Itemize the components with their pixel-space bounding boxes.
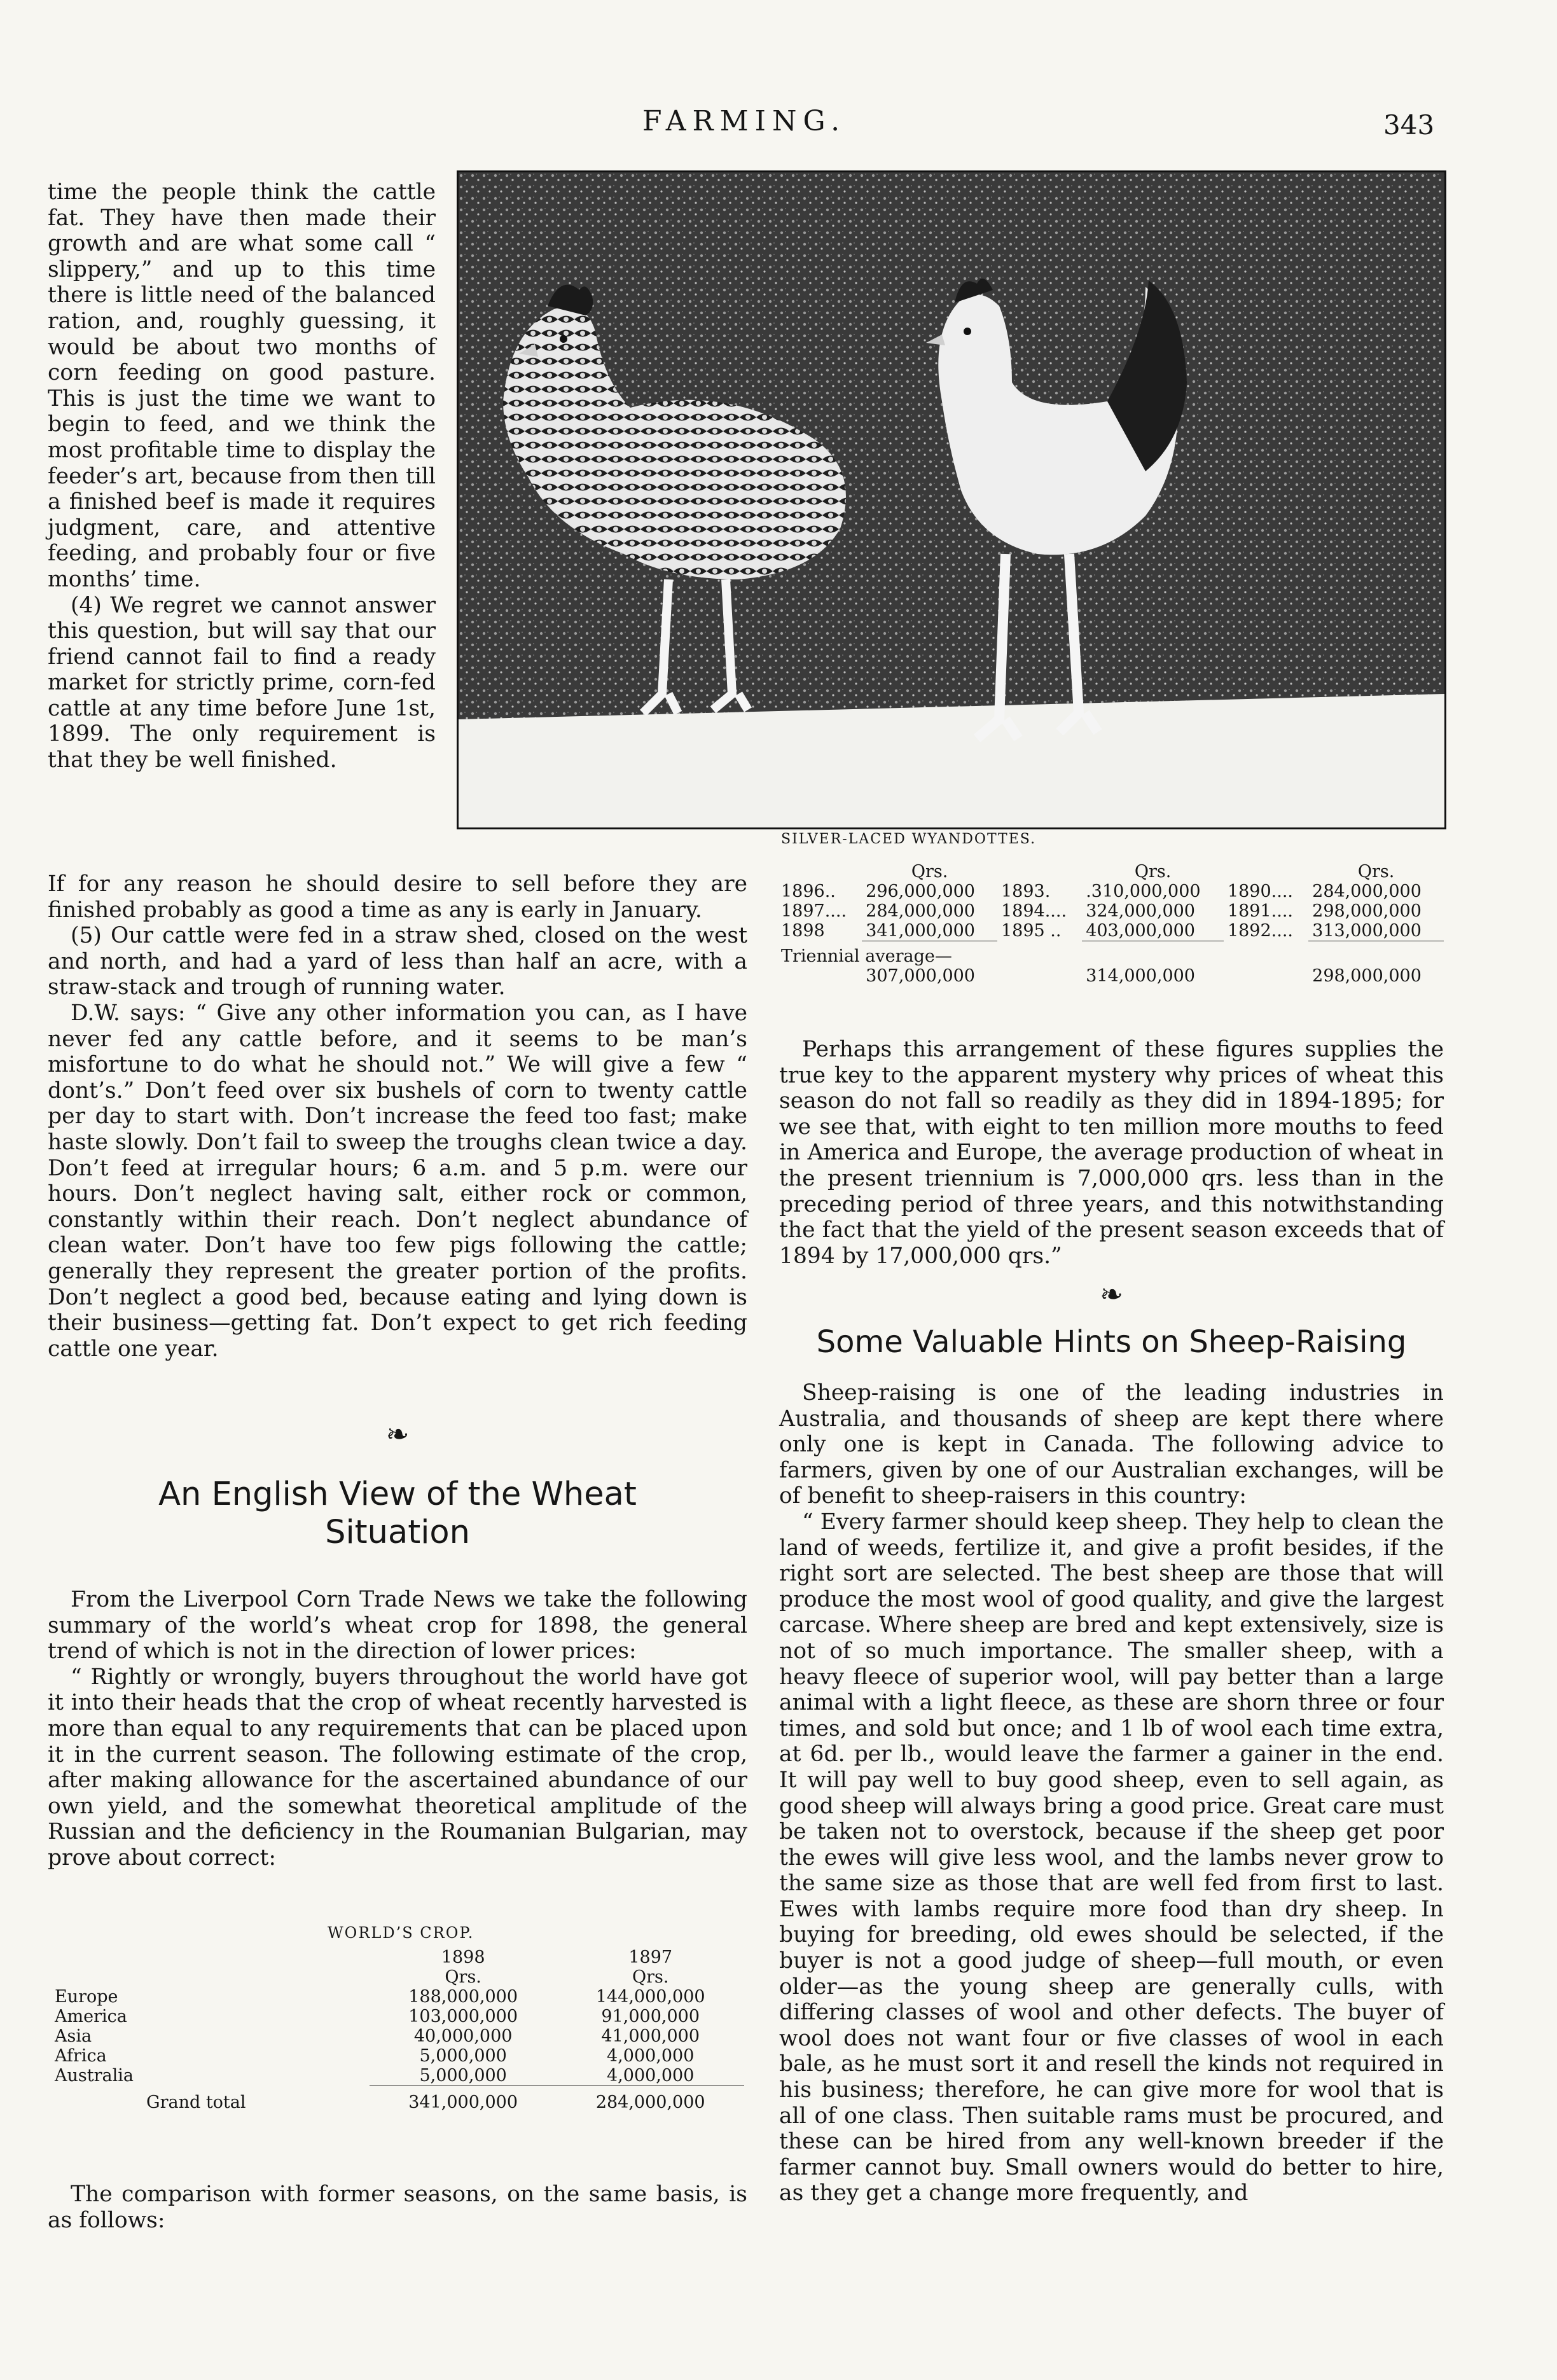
cell: 324,000,000 (1086, 901, 1195, 921)
cell: 5,000,000 (419, 2046, 507, 2066)
paragraph: Sheep-raising is one of the leading industries in Australia, and thousands of sheep are kept there where only one is kept in Canada. The following advice to farmers, given by one of our Australian exchanges, will be of benefit to sheep-raisers in this country: (779, 1380, 1444, 1509)
cell: 144,000,000 (595, 1987, 705, 2007)
unit-header: Qrs. (632, 1967, 669, 1987)
row-label: Grand total (146, 2092, 246, 2112)
photo-caption: SILVER-LACED WYANDOTTES. (781, 831, 1037, 847)
cell: 341,000,000 (862, 921, 997, 941)
unit-header: Qrs. (445, 1967, 481, 1987)
cell: 298,000,000 (1312, 901, 1422, 921)
row-label: Africa (55, 2046, 107, 2066)
cell: 41,000,000 (601, 2026, 700, 2046)
worlds-crop-table (51, 1948, 744, 2112)
year-cell: 1892.... (1227, 921, 1293, 941)
unit-header: Qrs. (1357, 862, 1395, 882)
paragraph: The comparison with former seasons, on the same basis, is as follows: (48, 2182, 747, 2233)
cell: 314,000,000 (1086, 966, 1195, 986)
left-narrow-column (48, 179, 436, 773)
ornament-divider: ❧ (1100, 1278, 1123, 1311)
cell: .310,000,000 (1086, 882, 1201, 901)
cell: 188,000,000 (408, 1987, 518, 2007)
table-row (777, 901, 1444, 921)
paragraph: time the people think the cattle fat. They have then made their growth and are what some call “ slippery,” and up to this time there is little need of the balanced ration, and, roughly guessing, it would be about two months of corn feeding on good pasture. This is just the time we want to begin to feed, and we think the most profitable time to display the feeder’s art, because from then till a finished beef is made it requires judgment, care, and attentive feeding, and probably four or five months’ time. (48, 179, 436, 592)
year-cell: 1891.... (1227, 901, 1293, 921)
table-row (51, 1987, 744, 2007)
table-row (777, 882, 1444, 901)
year-header: 1897 (628, 1948, 673, 1967)
left-column (48, 871, 747, 1362)
unit-header: Qrs. (1134, 862, 1172, 882)
paragraph: (5) Our cattle were fed in a straw shed, closed on the west and north, and had a yard of less than half an acre, with a straw-stack and trough of running water. (48, 923, 747, 1000)
paragraph: If for any reason he should desire to sell before they are finished probably as good a time as any is early in January. (48, 871, 747, 923)
year-cell: 1897.... (781, 901, 847, 921)
chicken-illustration (459, 172, 1444, 827)
cell: 296,000,000 (866, 882, 975, 901)
cell: 298,000,000 (1312, 966, 1422, 986)
cell: 284,000,000 (866, 901, 975, 921)
table-title: WORLD’S CROP. (328, 1924, 474, 1942)
cell: 284,000,000 (1312, 882, 1422, 901)
headline-line: An English View of the Wheat (158, 1476, 637, 1513)
paragraph: D.W. says: “ Give any other information you can, as I have never fed any cattle before, and it seems to be man’s misfortune to do what he should not.” We will give a few “ dont’s.” Don’t feed over six bushels of corn to twenty cattle per day to start with. Don’t increase the feed too fast; make haste slowly. Don’t fail to sweep the troughs clean twice a day. Don’t feed at irregular hours; 6 a.m. and 5 p.m. were our hours. Don’t neglect having salt, either rock or common, constantly within their reach. Don’t neglect abundance of clean water. Don’t have too few pigs following the cattle; generally they represent the greater portion of the profits. Don’t neglect a good bed, because eating and lying down is their business—getting fat. Don’t expect to get rich feeding cattle one year. (48, 1000, 747, 1362)
year-cell: 1893. (1001, 882, 1051, 901)
table-row (51, 2066, 744, 2086)
sheep-headline: Some Valuable Hints on Sheep-Raising (816, 1324, 1407, 1360)
cell: 91,000,000 (601, 2007, 700, 2026)
cell: 307,000,000 (866, 966, 975, 986)
paragraph: (4) We regret we cannot answer this question, but will say that our friend cannot fail to find a ready market for strictly prime, corn-fed cattle at any time before June 1st, 1899. The only requirement is that they be well finished. (48, 592, 436, 773)
unit-header: Qrs. (911, 862, 948, 882)
cell: 313,000,000 (1308, 921, 1444, 941)
wheat-article (48, 1587, 747, 1871)
cell: 341,000,000 (408, 2093, 518, 2112)
cell: 403,000,000 (1082, 921, 1224, 941)
paragraph: From the Liverpool Corn Trade News we take the following summary of the world’s wheat crop for 1898, the general trend of which is not in the direction of lower prices: (48, 1587, 747, 1664)
table-row (777, 921, 1444, 941)
row-label: Australia (55, 2066, 134, 2086)
year-cell: 1890.... (1227, 882, 1293, 901)
season-comparison-table (777, 862, 1444, 986)
year-cell: 1896.. (781, 882, 836, 901)
year-header: 1898 (441, 1948, 485, 1967)
sheep-article (779, 1380, 1444, 2206)
cell: 4,000,000 (557, 2066, 744, 2086)
paragraph: “ Rightly or wrongly, buyers throughout the world have got it into their heads that the crop of wheat recently harvested is more than equal to any requirements that can be placed upon it in the current season. The following estimate of the crop, after making allowance for the ascertained abundance of our own yield, and the somewhat theoretical amplitude of the Russian and the deficiency in the Roumanian Bulgarian, may prove about correct: (48, 1664, 747, 1871)
comparison-paragraph (48, 2182, 747, 2233)
year-cell: 1895 .. (1001, 921, 1062, 941)
total-row (51, 2086, 744, 2113)
table-row (51, 2026, 744, 2046)
year-cell: 1898 (781, 921, 825, 941)
paragraph: Perhaps this arrangement of these figures supplies the true key to the apparent mystery why prices of wheat this season do not fall so readily as they did in 1894-1895; for we see that, with eight to ten million more mouths to feed in America and Europe, the average production of wheat in the present triennium is 7,000,000 qrs. less than in the preceding period of three years, and this notwithstanding the fact that the yield of the present season exceeds that of 1894 by 17,000,000 qrs.” (779, 1037, 1444, 1269)
averages-row (777, 966, 1444, 986)
table-row (51, 2007, 744, 2026)
row-label: America (55, 2007, 127, 2026)
running-head: FARMING. (642, 105, 847, 137)
right-column-wheat-conclusion (779, 1037, 1444, 1269)
cell: 4,000,000 (607, 2046, 695, 2066)
paragraph: “ Every farmer should keep sheep. They help to clean the land of weeds, fertilize it, and give a profit besides, if the right sort are selected. The best sheep are those that will produce the most wool of good quality, and give the largest carcase. Where sheep are bred and kept extensively, size is not of so much importance. The smaller sheep, with a heavy fleece of superior wool, will pay better than a large animal with a light fleece, as these are shorn three or four times, and sold but once; and 1 lb of wool each time extra, at 6d. per lb., would leave the farmer a gainer in the end. It will pay well to buy good sheep, even to sell again, as good sheep will always bring a good price. Great care must be taken not to overstock, because if the sheep get poor the ewes will give less wool, and the lambs never grow to the same size as those that are well fed from first to last. Ewes with lambs require more food than dry sheep. In buying for breeding, old ewes should be selected, if the buyer is not a good judge of sheep—full mouth, or even older—as the young sheep are generally culls, with differing classes of wool and other defects. The buyer of wool does not want four or five classes of wool in each bale, as he must sort it and resell the kinds not required in his business; therefore, he can give more for wool that is all of one class. Then suitable rams must be procured, and these can be hired from any well-known breeder if the farmer cannot buy. Small owners would do better to hire, as they get a change more frequently, and (779, 1509, 1444, 2206)
ornament-divider: ❧ (385, 1418, 410, 1451)
headline-line: Situation (325, 1514, 470, 1551)
cell: 40,000,000 (413, 2026, 513, 2046)
cell: 284,000,000 (595, 2093, 705, 2112)
page-number: 343 (1383, 109, 1435, 141)
row-label: Asia (55, 2026, 92, 2046)
wyandottes-photo (457, 170, 1446, 829)
year-cell: 1894.... (1001, 901, 1067, 921)
row-label: Europe (55, 1987, 118, 2007)
cell: 103,000,000 (408, 2007, 518, 2026)
wheat-headline (48, 1476, 747, 1552)
table-row (51, 2046, 744, 2066)
cell: 5,000,000 (370, 2066, 557, 2086)
triennial-label: Triennial average— (781, 946, 952, 966)
